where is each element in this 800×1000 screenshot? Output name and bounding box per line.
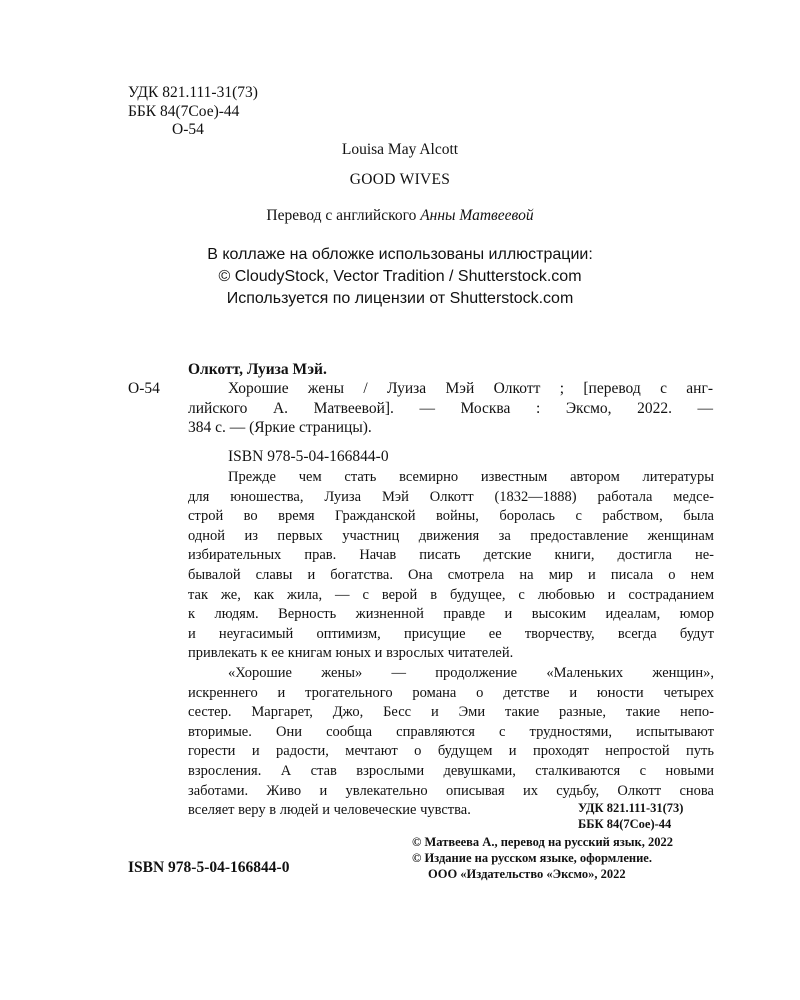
catalog-mark: О-54 [128,380,160,397]
annotation-line: искреннего и трогательного романа о детстве и юности четырех [188,684,714,701]
annotation-line: вторимые. Они сообща справляются с трудностями, испытывают [188,723,714,740]
annotation-line: так же, как жила, — с верой в будущее, с любовью и состраданием [188,586,714,603]
illustration-credit-1: В коллаже на обложке использованы иллюстрации: [207,246,593,263]
catalog-record-line: 384 с. — (Яркие страницы). [188,419,372,437]
isbn-main: ISBN 978-5-04-166844-0 [128,859,290,876]
annotation-line: взросления. А став взрослыми девушками, сталкиваются с новыми [188,762,714,779]
footer-udk: УДК 821.111-31(73) [578,801,684,815]
illustration-credit-2: © CloudyStock, Vector Tradition / Shutterstock.com [218,268,582,285]
copyright-line-3: ООО «Издательство «Эксмо», 2022 [428,867,626,881]
annotation-line: строй во время Гражданской войны, боролась с рабством, была [188,508,714,525]
original-author: Louisa May Alcott [341,141,459,158]
copyright-line-1: © Матвеева А., перевод на русский язык, 2022 [412,835,674,849]
illustration-credit-3: Используется по лицензии от Shutterstock.com [226,290,574,307]
udk-code: УДК 821.111-31(73) [128,84,258,101]
annotation-line: заботами. Живо и увлекательно описывая их судьбу, Олкотт снова [188,782,714,799]
annotation-line: и неугасимый оптимизм, присущие ее творчеству, всегда будут [188,625,714,642]
translation-credit [0,206,800,225]
annotation-line: сестер. Маргарет, Джо, Бесс и Эми такие разные, такие непо- [188,704,714,721]
catalog-isbn: ISBN 978-5-04-166844-0 [228,448,389,465]
footer-bbk: ББК 84(7Сое)-44 [578,817,672,831]
annotation-line: бывалой славы и богатства. Она смотрела на мир и писала о нем [188,566,714,583]
annotation-line: вселяет веру в людей и человеческие чувства. [188,802,471,819]
catalog-heading: Олкотт, Луиза Мэй. [188,361,327,378]
annotation-line: Прежде чем стать всемирно известным автором литературы [228,469,714,485]
annotation-line: для юношества, Луиза Мэй Олкотт (1832—1888) работала медсе- [188,488,714,505]
catalog-record-line: Хорошие жены / Луиза Мэй Олкотт ; [перевод с анг- [228,380,713,397]
original-title: GOOD WIVES [349,171,451,188]
catalog-record-line: лийского А. Матвеевой]. — Москва : Эксмо, 2022. — [188,399,713,417]
annotation-line: одной из первых участниц движения за предоставление женщинам [188,527,714,544]
translation-prefix: Перевод с английского [266,207,421,224]
annotation-line: привлекать к ее книгам юных и взрослых читателей. [188,645,514,662]
author-mark: О-54 [172,121,204,138]
annotation-line: «Хорошие жены» — продолжение «Маленьких женщин», [228,664,714,681]
copyright-line-2: © Издание на русском языке, оформление. [412,851,652,865]
bbk-code: ББК 84(7Сое)-44 [128,103,240,120]
annotation-line: избирательных прав. Начав писать детские книги, достигла не- [188,547,714,564]
annotation-line: горести и радости, мечтают о будущем и проходят непростой путь [188,743,714,760]
annotation-line: к людям. Верность жизненной правде и высоким идеалам, юмор [188,606,714,623]
annotation [188,468,714,821]
translator-name: Анны Матвеевой [420,207,534,224]
catalog-record [188,379,713,438]
